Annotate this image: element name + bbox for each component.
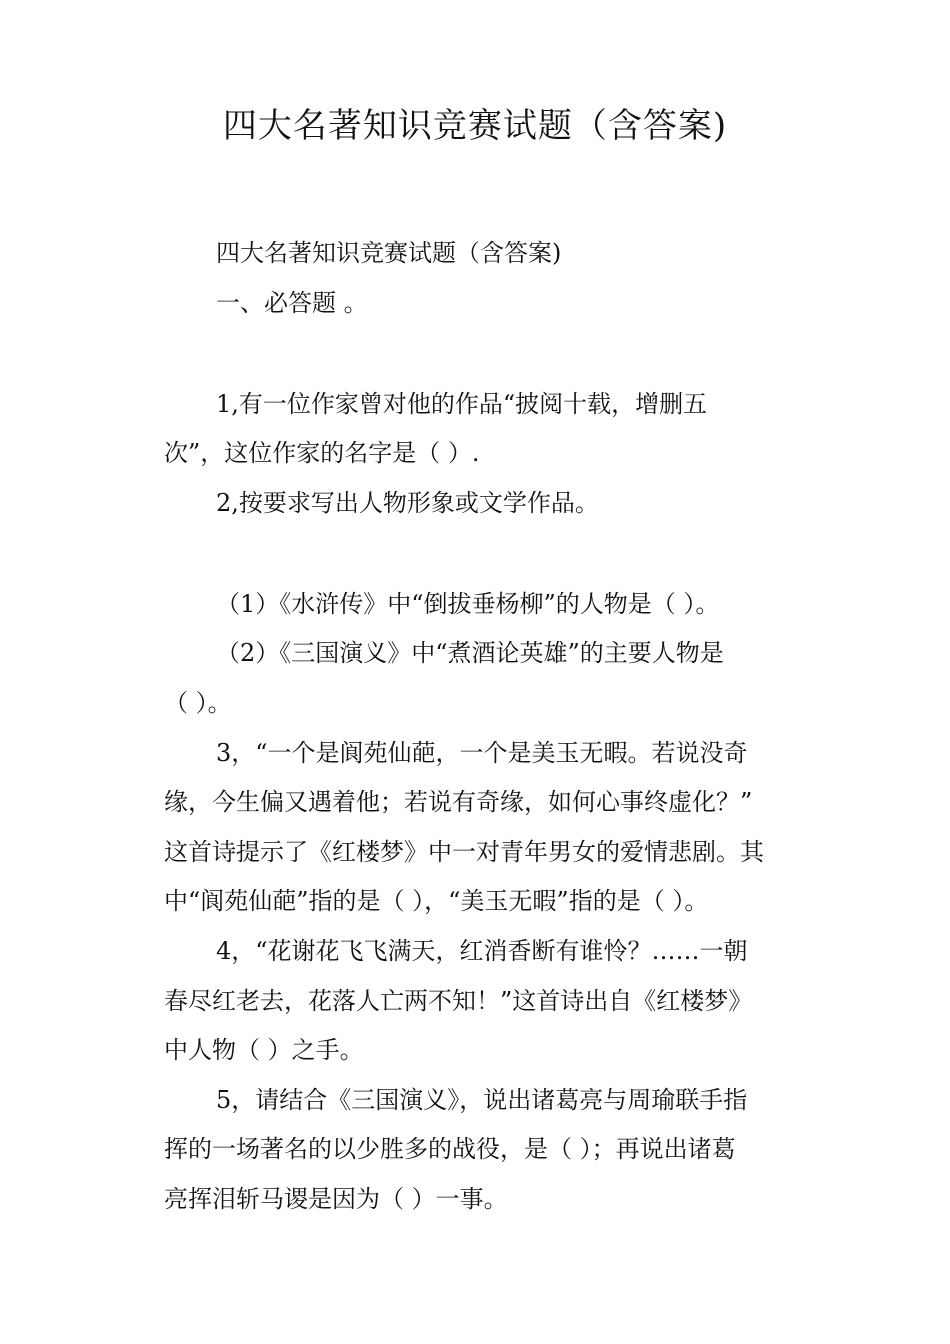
question-4-line-1: 4，“花谢花飞飞满天，红消香断有谁怜？……一朝 [216, 937, 748, 965]
question-2-part-1: （1）《水浒传》中“倒拔垂杨柳”的人物是（ ）。 [216, 590, 720, 618]
question-2-part-2-line-2: （ ）。 [164, 689, 232, 717]
question-3-line-2: 缘，今生偏又遇着他；若说有奇缘，如何心事终虚化？” [164, 788, 753, 816]
section-heading: 一、必答题 。 [216, 289, 368, 317]
question-5-line-2: 挥的一场著名的以少胜多的战役，是（ ）；再说出诸葛 [164, 1135, 736, 1163]
question-5-line-1: 5，请结合《三国演义》，说出诸葛亮与周瑜联手指 [216, 1086, 748, 1114]
question-3-line-1: 3，“一个是阆苑仙葩，一个是美玉无暇。若说没奇 [216, 739, 748, 767]
subtitle-line: 四大名著知识竞赛试题（含答案) [216, 239, 562, 267]
question-1-line-2: 次”，这位作家的名字是（ ）. [164, 439, 480, 467]
question-4-line-2: 春尽红老去，花落人亡两不知！”这首诗出自《红楼梦》 [164, 987, 753, 1015]
question-3-line-4: 中“阆苑仙葩”指的是（ ），“美玉无暇”指的是（ ）。 [164, 887, 709, 915]
question-2-line: 2,按要求写出人物形象或文学作品。 [216, 489, 599, 517]
question-5-line-3: 亮挥泪斩马谡是因为（ ）一事。 [164, 1185, 508, 1213]
page-title: 四大名著知识竞赛试题（含答案) [222, 106, 728, 146]
question-3-line-3: 这首诗提示了《红楼梦》中一对青年男女的爱情悲剧。其 [164, 838, 764, 866]
question-1-line-1: 1,有一位作家曾对他的作品“披阅十载，增删五 [216, 390, 708, 418]
question-2-part-2-line-1: （2）《三国演义》中“煮酒论英雄”的主要人物是 [216, 639, 724, 667]
question-4-line-3: 中人物（ ）之手。 [164, 1036, 364, 1064]
